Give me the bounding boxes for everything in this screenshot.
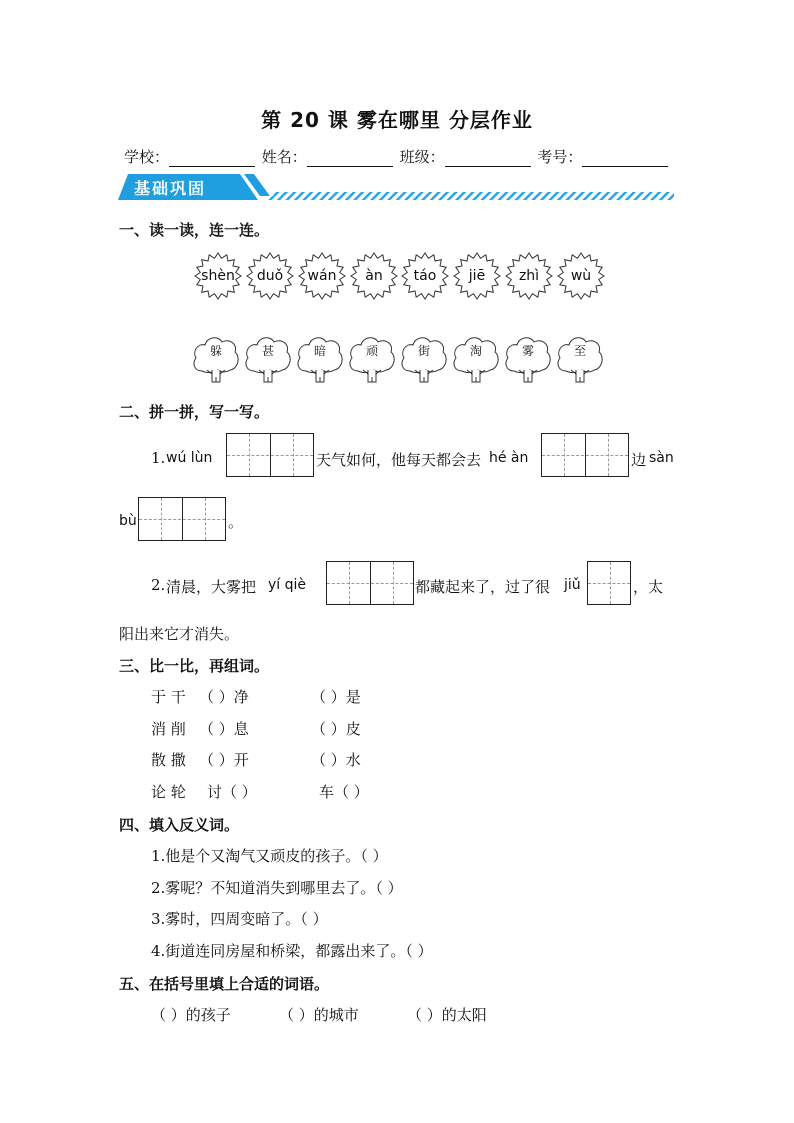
- pinyin-label: shèn: [201, 268, 235, 284]
- q2-text-c: ，太: [633, 578, 664, 596]
- exam-no-field[interactable]: [582, 152, 668, 167]
- page-title: 第 20 课 雾在哪里 分层作业: [261, 108, 533, 132]
- character-label: 暗: [313, 344, 326, 358]
- s5-item-3: （ ）的太阳: [407, 1006, 487, 1024]
- pinyin-label: wán: [307, 268, 337, 284]
- pinyin-label: jiē: [468, 268, 486, 284]
- character-label: 至: [573, 344, 586, 358]
- character-label: 顽: [365, 344, 378, 358]
- name-field[interactable]: [307, 152, 393, 167]
- section5-heading: 五、在括号里填上合适的词语。: [119, 975, 330, 993]
- q1-pinyin-d: bù: [119, 513, 137, 529]
- q2-text-d: 阳出来它才消失。: [119, 625, 240, 643]
- class-label: 班级：: [399, 148, 445, 166]
- tree-icon: [348, 333, 396, 385]
- s3-char-pair: 论 轮: [151, 783, 186, 801]
- pinyin-star[interactable]: [298, 252, 346, 300]
- school-label: 学校：: [124, 148, 170, 166]
- q2-writing-box-b[interactable]: [587, 561, 631, 605]
- character-tree[interactable]: [556, 333, 604, 385]
- character-tree[interactable]: [296, 333, 344, 385]
- name-label: 姓名：: [261, 148, 307, 166]
- s3-word-a: （ ）息: [199, 720, 249, 738]
- s3-word-a: （ ）开: [199, 751, 249, 769]
- s3-char-pair: 于 干: [151, 688, 186, 706]
- q1-text-a: 天气如何，他每天都会去: [316, 451, 482, 469]
- school-field[interactable]: [169, 152, 255, 167]
- pinyin-star[interactable]: [505, 252, 553, 300]
- banner-label: 基础巩固: [134, 179, 207, 198]
- s5-item-2: （ ）的城市: [279, 1006, 359, 1024]
- q1-pinyin-b: hé àn: [489, 450, 529, 466]
- student-info-line: [124, 146, 670, 167]
- character-tree[interactable]: [452, 333, 500, 385]
- q2-text-a: 清晨，大雾把: [166, 578, 257, 596]
- pinyin-label: wù: [570, 268, 592, 284]
- pinyin-label: duǒ: [256, 268, 284, 284]
- pinyin-star[interactable]: [453, 252, 501, 300]
- q1-pinyin-c: sàn: [649, 450, 674, 466]
- character-label: 甚: [261, 344, 274, 358]
- section1-heading: 一、读一读，连一连。: [119, 221, 270, 239]
- section4-heading: 四、填入反义词。: [119, 816, 240, 834]
- section2-heading: 二、拼一拼，写一写。: [119, 403, 270, 421]
- s3-word-b: （ ）水: [311, 751, 361, 769]
- pinyin-label: zhì: [518, 268, 540, 284]
- s3-word-b: 车（ ）: [319, 783, 369, 801]
- pinyin-star[interactable]: [194, 252, 242, 300]
- pinyin-label: àn: [365, 268, 383, 284]
- pinyin-star[interactable]: [350, 252, 398, 300]
- q1-end: 。: [228, 513, 244, 531]
- section3-heading: 三、比一比，再组词。: [119, 657, 270, 675]
- character-tree[interactable]: [400, 333, 448, 385]
- pinyin-star[interactable]: [401, 252, 449, 300]
- q1-pinyin-a: wú lùn: [166, 450, 213, 466]
- q1-writing-box-c[interactable]: [138, 497, 226, 541]
- q1-number: 1.: [151, 449, 166, 467]
- tree-icon: [452, 333, 500, 385]
- pinyin-star[interactable]: [246, 252, 294, 300]
- q2-number: 2.: [151, 576, 166, 594]
- character-label: 躲: [209, 344, 222, 358]
- s4-item: 2.雾呢？不知道消失到哪里去了。（ ）: [151, 879, 403, 897]
- character-tree[interactable]: [192, 333, 240, 385]
- s3-char-pair: 散 撒: [151, 751, 186, 769]
- character-tree[interactable]: [348, 333, 396, 385]
- q2-text-b: 都藏起来了，过了很: [415, 578, 551, 596]
- tree-icon: [192, 333, 240, 385]
- character-label: 街: [417, 344, 430, 358]
- tree-icon: [556, 333, 604, 385]
- exam-no-label: 考号：: [537, 148, 583, 166]
- s5-item-1: （ ）的孩子: [151, 1006, 231, 1024]
- s4-item: 1.他是个又淘气又顽皮的孩子。（ ）: [151, 847, 388, 865]
- tree-icon: [244, 333, 292, 385]
- s3-word-a: （ ）净: [199, 688, 249, 706]
- character-tree[interactable]: [504, 333, 552, 385]
- tree-icon: [400, 333, 448, 385]
- s3-word-b: （ ）是: [311, 688, 361, 706]
- q2-pinyin-a: yí qiè: [268, 577, 307, 593]
- s3-char-pair: 消 削: [151, 720, 186, 738]
- q1-text-b: 边: [631, 451, 647, 469]
- s4-item: 4.街道连同房屋和桥梁，都露出来了。（ ）: [151, 942, 433, 960]
- s3-word-a: 讨（ ）: [207, 783, 257, 801]
- q2-pinyin-b: jiǔ: [564, 577, 581, 593]
- q1-writing-box-b[interactable]: [541, 433, 629, 477]
- s4-item: 3.雾时，四周变暗了。（ ）: [151, 910, 328, 928]
- tree-icon: [296, 333, 344, 385]
- character-tree[interactable]: [244, 333, 292, 385]
- tree-icon: [504, 333, 552, 385]
- pinyin-star[interactable]: [557, 252, 605, 300]
- q1-writing-box-a[interactable]: [226, 433, 314, 477]
- section-banner: [118, 172, 674, 202]
- q2-writing-box-a[interactable]: [326, 561, 414, 605]
- character-label: 雾: [521, 344, 534, 358]
- class-field[interactable]: [445, 152, 531, 167]
- pinyin-label: táo: [413, 268, 437, 284]
- character-label: 淘: [469, 344, 482, 358]
- s3-word-b: （ ）皮: [311, 720, 361, 738]
